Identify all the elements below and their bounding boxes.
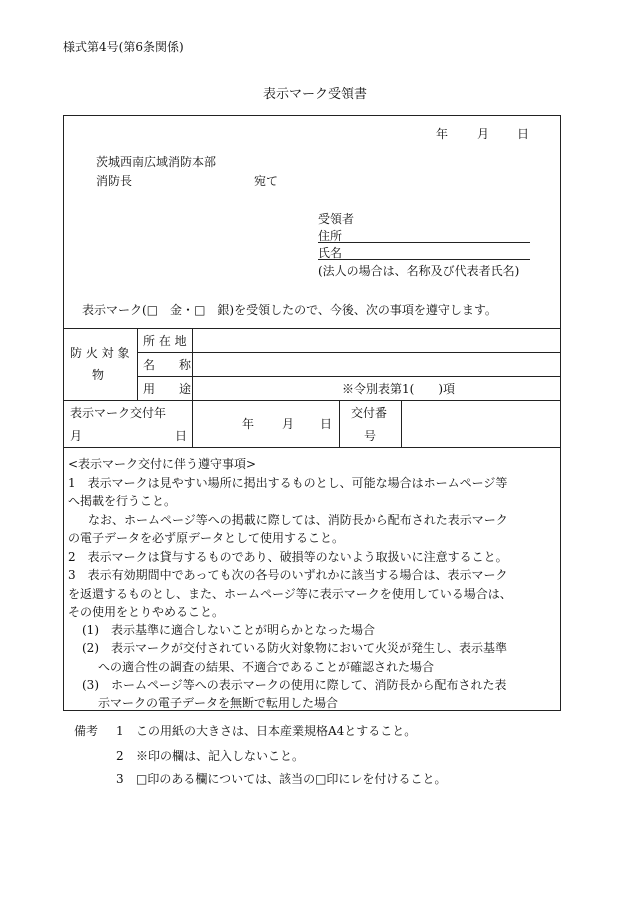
recipient-heading: 受領者 [318,212,355,226]
remark-2-num: 2 [116,749,124,763]
fire-target-label-2: 物 [92,368,105,382]
rule-line-11: への適合性の調査の結果、不適合であることが確認された場合 [98,660,435,674]
rule-line-9: (1) 表示基準に適合しないことが明らかとなった場合 [82,623,376,637]
use-note: ※令別表第1( )項 [342,382,455,396]
declaration-prefix: 表示マーク( [82,303,147,317]
col-divider-label [137,328,138,400]
remark-1-text: この用紙の大きさは、日本産業規格A4とすること。 [136,724,417,738]
recipient-name-line [318,259,530,260]
recipient-address-label: 住所 [318,229,343,243]
addressee-honorific: 宛て [254,174,279,188]
name-label: 名 称 [143,358,192,372]
location-label: 所 在 地 [143,334,187,348]
addressee-title: 消防長 [96,174,133,188]
issue-number-label-1: 交付番 [351,406,388,420]
rule-line-1: 1 表示マークは見やすい場所に掲出するものとし、可能な場合はホームページ等 [68,476,508,490]
issue-date-label-2-left: 月 [70,429,83,443]
recipient-name-label: 氏名 [318,246,343,260]
issue-number-label-2: 号 [364,429,377,443]
rule-line-4: の電子データを必ず原データとして使用すること。 [68,531,345,545]
form-number: 様式第4号(第6条関係) [63,40,184,54]
issue-number-field[interactable] [402,401,560,446]
date-day: 日 [517,127,530,141]
rules-heading: <表示マーク交付に伴う遵守事項> [68,457,257,471]
remark-1-num: 1 [116,724,124,738]
rule-line-3: なお、ホームページ等への掲載に際しては、消防長から配布された表示マーク [76,513,508,527]
fire-target-label-1: 防 火 対 象 [70,346,130,360]
document-title: 表示マーク受領書 [263,87,368,102]
rule-line-13: 示マークの電子データを無断で転用した場合 [98,696,339,710]
gold-label: 金・ [170,303,195,317]
issue-date-label-1: 表示マーク交付年 [70,406,167,420]
issue-day: 日 [320,417,333,431]
issue-date-label-2-right: 日 [175,429,188,443]
use-field[interactable] [193,377,338,399]
declaration [82,303,497,317]
col-divider-number-label [339,400,340,447]
rule-line-5: 2 表示マークは貸与するものであり、破損等のないよう取扱いに注意すること。 [68,550,508,564]
rule-line-10: (2) 表示マークが交付されている防火対象物において火災が発生し、表示基準 [82,641,508,655]
remark-2-text: ※印の欄は、記入しないこと。 [136,749,305,763]
issue-year: 年 [242,417,255,431]
silver-checkbox[interactable]: □ [194,303,206,317]
addressee-org: 茨城西南広域消防本部 [96,155,217,169]
date-year: 年 [436,127,449,141]
gold-checkbox[interactable]: □ [146,303,159,317]
rule-line-8: その使用をとりやめること。 [68,605,225,619]
remark-3-text: □印のある欄については、該当の□印にレを付けること。 [136,772,447,786]
rule-line-7: を返還するものとし、また、ホームページ等に表示マークを使用している場合は、 [68,587,512,601]
remarks-label: 備考 [74,724,99,738]
rule-line-6: 3 表示有効期間中であっても次の各号のいずれかに該当する場合は、表示マーク [68,568,508,582]
issue-month: 月 [282,417,295,431]
recipient-address-line [318,242,530,243]
rule-line-2: へ掲載を行うこと。 [68,494,177,508]
table-bottom-border [63,447,561,448]
declaration-suffix: 銀)を受領したので、今後、次の事項を遵守します。 [217,303,497,317]
name-field[interactable] [193,353,560,375]
recipient-note: (法人の場合は、名称及び代表者氏名) [318,264,520,278]
use-label: 用 途 [143,382,192,396]
remark-3-num: 3 [116,772,124,786]
date-month: 月 [477,127,490,141]
rule-line-12: (3) ホームページ等への表示マークの使用に際して、消防長から配布された表 [82,678,507,692]
location-field[interactable] [193,329,560,351]
